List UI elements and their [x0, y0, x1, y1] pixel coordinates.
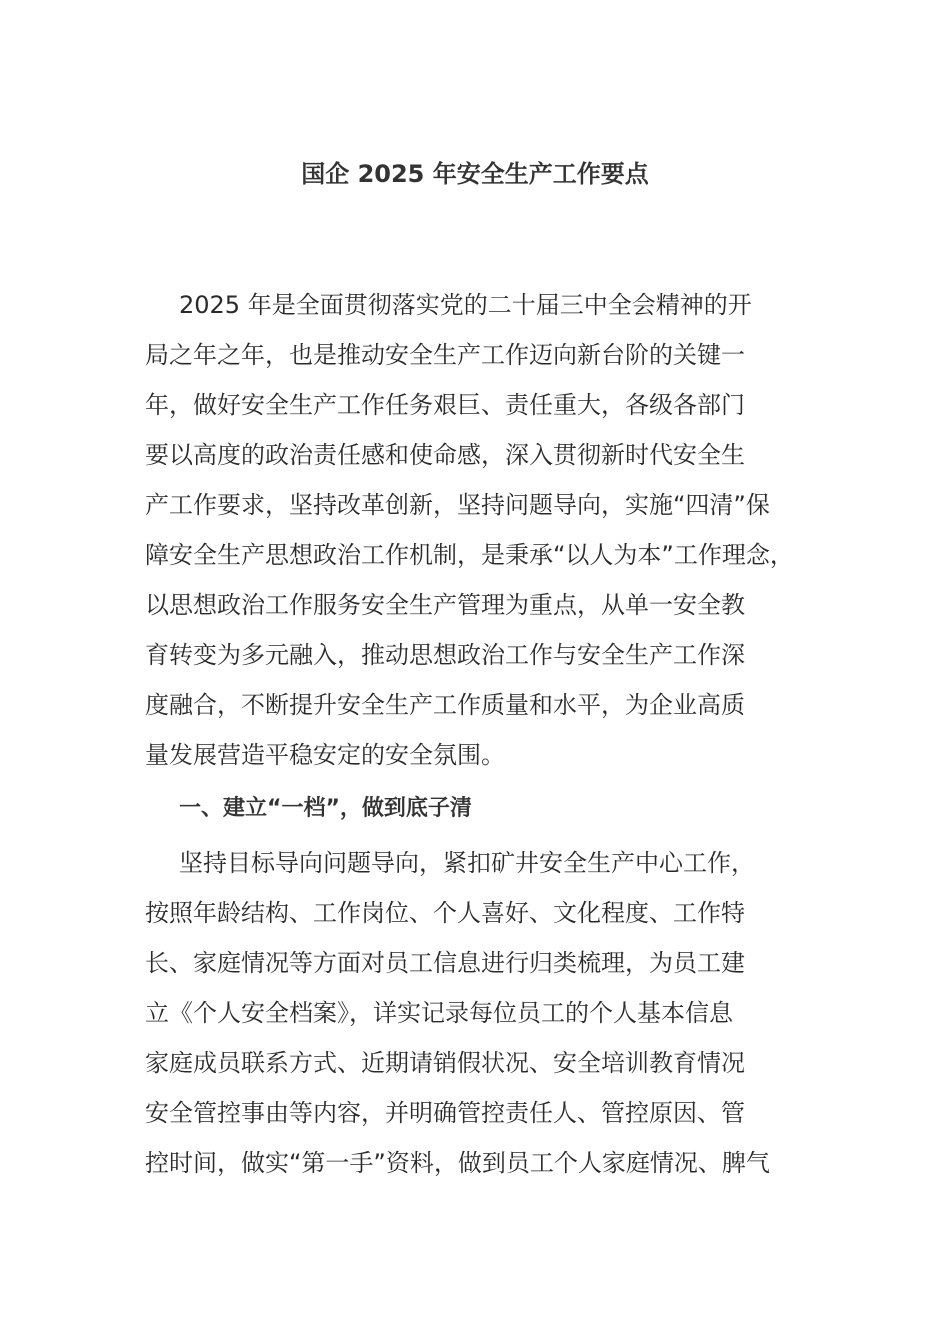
intro-line: 障安全生产思想政治工作机制，是秉承“以人为本”工作理念，: [145, 541, 794, 569]
document-title: 国企 2025 年安全生产工作要点: [301, 160, 649, 188]
section1-line: 家庭成员联系方式、近期请销假状况、安全培训教育情况: [145, 1049, 745, 1077]
section1-line: 立《个人安全档案》，详实记录每位员工的个人基本信息: [145, 999, 733, 1027]
intro-line: 2025 年是全面贯彻落实党的二十届三中全会精神的开: [179, 291, 752, 319]
section1-line: 坚持目标导向问题导向，紧扣矿井安全生产中心工作，: [179, 849, 755, 877]
intro-line: 度融合，不断提升安全生产工作质量和水平，为企业高质: [145, 691, 745, 719]
intro-line: 要以高度的政治责任感和使命感，深入贯彻新时代安全生: [145, 441, 745, 469]
intro-paragraph: [145, 280, 810, 780]
intro-line: 年，做好安全生产工作任务艰巨、责任重大，各级各部门: [145, 391, 745, 419]
section1-line: 安全管控事由等内容，并明确管控责任人、管控原因、管: [145, 1099, 745, 1127]
intro-line: 以思想政治工作服务安全生产管理为重点，从单一安全教: [145, 591, 745, 619]
section1-line: 按照年龄结构、工作岗位、个人喜好、文化程度、工作特: [145, 899, 745, 927]
intro-line: 量发展营造平稳安定的安全氛围。: [145, 741, 505, 769]
section1-line: 控时间，做实“第一手”资料，做到员工个人家庭情况、脾气: [145, 1149, 770, 1177]
section-heading: 一、建立“一档”，做到底子清: [179, 796, 472, 821]
intro-line: 产工作要求，坚持改革创新，坚持问题导向，实施“四清”保: [145, 491, 770, 519]
section1-line: 长、家庭情况等方面对员工信息进行归类梳理，为员工建: [145, 949, 745, 977]
intro-line: 局之年之年，也是推动安全生产工作迈向新台阶的关键一: [145, 341, 745, 369]
section1-paragraph: [145, 838, 810, 1188]
intro-line: 育转变为多元融入，推动思想政治工作与安全生产工作深: [145, 641, 745, 669]
document-body: [145, 280, 810, 1188]
